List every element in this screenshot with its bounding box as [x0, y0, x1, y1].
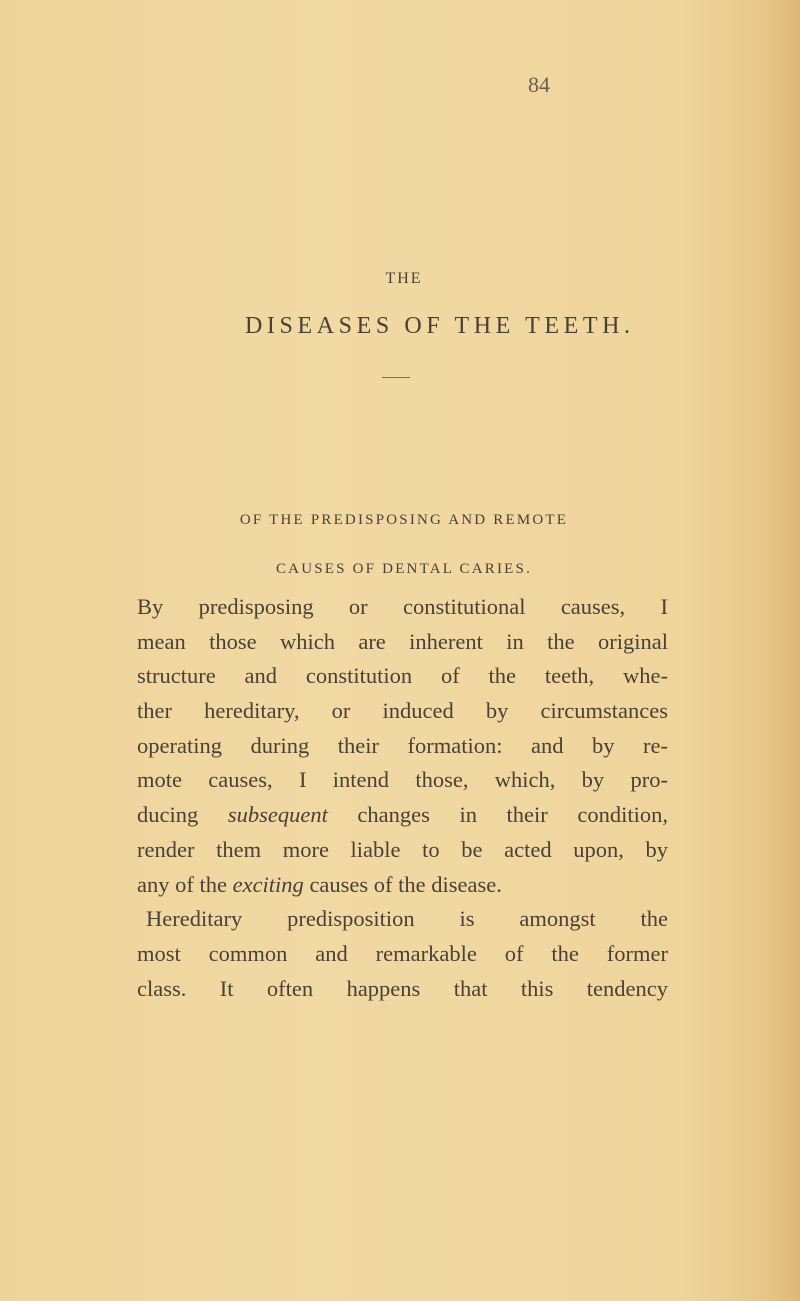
section-heading-line-1: OF THE PREDISPOSING AND REMOTE: [239, 512, 569, 528]
text-fragment: ducing: [137, 802, 228, 828]
text-line: render them more liable to be acted upon, by: [137, 836, 668, 862]
section-heading-line-2: CAUSES OF DENTAL CARIES.: [275, 561, 533, 577]
text-fragment: causes of the disease.: [303, 871, 502, 897]
text-line: By predisposing or constitutional causes, I: [137, 594, 668, 619]
text-line: most common and remarkable of the former: [137, 940, 668, 966]
text-line: operating during their formation: and by re-: [137, 732, 668, 758]
text-line: structure and constitution of the teeth, whe-: [137, 663, 668, 689]
chapter-title: DISEASES OF THE TEETH.: [245, 313, 635, 339]
text-fragment: changes in their condition,: [327, 802, 668, 828]
text-line: [137, 868, 668, 903]
text-line: mote causes, I intend those, which, by pro-: [137, 767, 668, 793]
page-number: 84: [528, 72, 550, 97]
text-line: ther hereditary, or induced by circumstances: [137, 698, 668, 724]
title-prefix: THE: [385, 270, 423, 287]
text-line: [137, 798, 668, 833]
emphasis-subsequent: subsequent: [227, 802, 328, 828]
text-line: Hereditary predisposition is amongst the: [146, 906, 668, 932]
text-line: mean those which are inherent in the original: [137, 628, 668, 654]
divider-rule: [382, 377, 410, 378]
body-text: [137, 590, 668, 1006]
text-line: class. It often happens that this tendency: [137, 975, 668, 1001]
text-fragment: any of the: [137, 871, 233, 897]
emphasis-exciting: exciting: [232, 871, 304, 897]
